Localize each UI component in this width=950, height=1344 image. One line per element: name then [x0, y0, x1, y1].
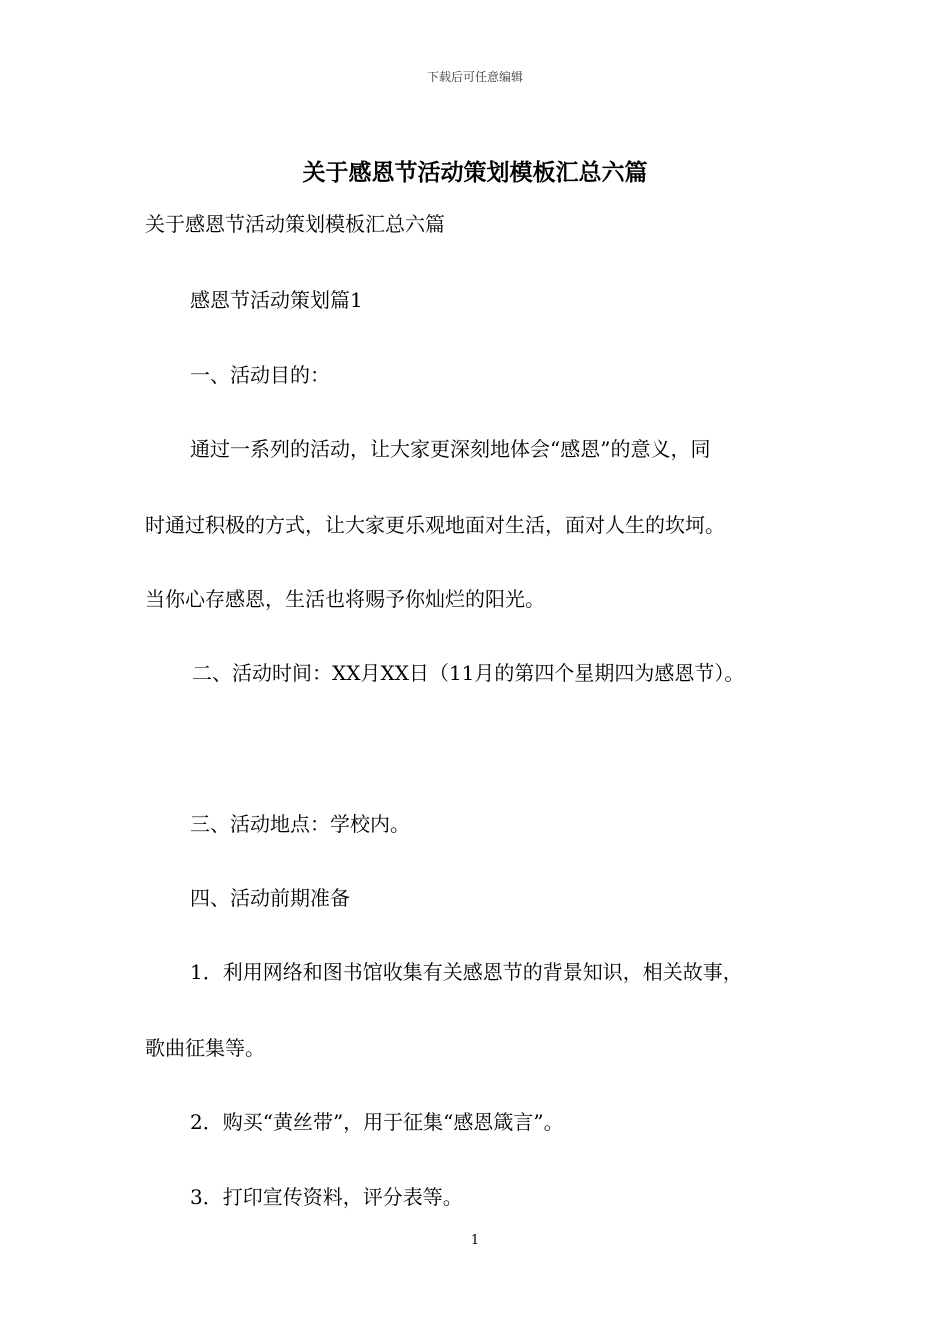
paragraph-purpose-heading: 一、活动目的：: [190, 363, 330, 387]
paragraph-preparation-item-2: 2．购买“黄丝带”，用于征集“感恩箴言”。: [190, 1110, 564, 1134]
paragraph-preparation-item-1-cont: 歌曲征集等。: [145, 1036, 265, 1060]
paragraph-subtitle: 关于感恩节活动策划模板汇总六篇: [145, 212, 445, 236]
page-number: 1: [470, 1233, 480, 1248]
document-title: 关于感恩节活动策划模板汇总六篇: [302, 159, 648, 186]
paragraph-purpose-line-3: 当你心存感恩，生活也将赐予你灿烂的阳光。: [145, 587, 545, 611]
paragraph-purpose-line-2: 时通过积极的方式，让大家更乐观地面对生活，面对人生的坎坷。: [145, 513, 725, 537]
paragraph-section-heading: 感恩节活动策划篇1: [190, 288, 363, 312]
paragraph-location: 三、活动地点：学校内。: [190, 812, 410, 836]
paragraph-preparation-item-1: 1．利用网络和图书馆收集有关感恩节的背景知识，相关故事，: [190, 960, 743, 984]
paragraph-time: 二、活动时间：XX月XX日（11月的第四个星期四为感恩节）。: [192, 661, 745, 685]
paragraph-purpose-line-1: 通过一系列的活动，让大家更深刻地体会“感恩”的意义，同: [190, 437, 711, 461]
paragraph-preparation-item-3: 3．打印宣传资料，评分表等。: [190, 1185, 463, 1209]
paragraph-preparation-heading: 四、活动前期准备: [190, 886, 350, 910]
header-note: 下载后可任意编辑: [426, 70, 523, 84]
